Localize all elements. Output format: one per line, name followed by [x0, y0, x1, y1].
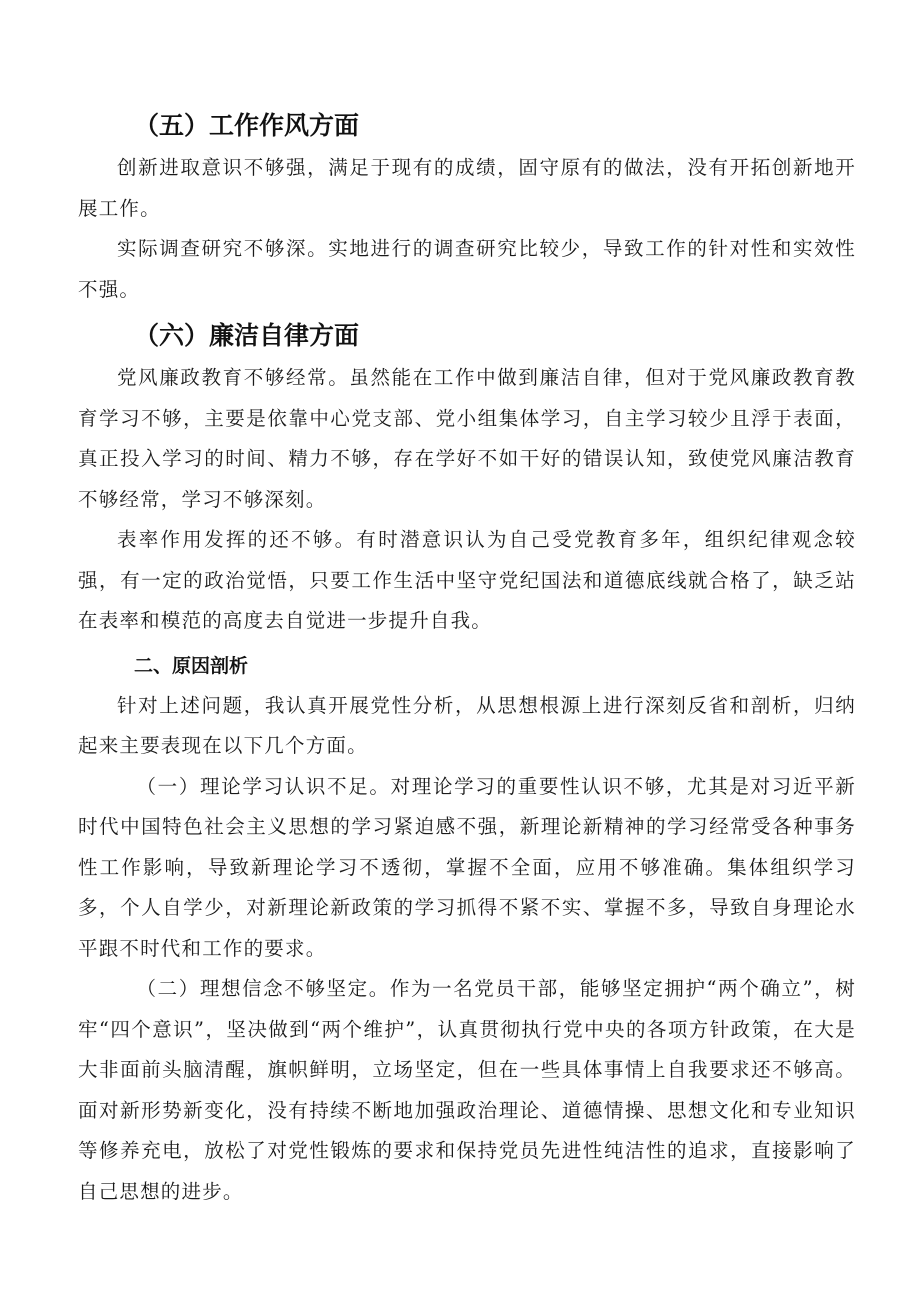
section-heading-integrity: （六）廉洁自律方面 [134, 321, 360, 350]
paragraph-innovation: 创新进取意识不够强，满足于现有的成绩，固守原有的做法，没有开拓创新地开展工作。 [78, 156, 856, 220]
paragraph-theory-study: （一）理论学习认识不足。对理论学习的重要性认识不够，尤其是对习近平新时代中国特色社会主义思想的学习紧迫感不强，新理论新精神的学习经常受各种事务性工作影响，导致新理论学习不透彻，掌握不全面，应用不够准确。集体组织学习多，个人自学少，对新理论新政策的学习抓得不紧不实、掌握不多，导致自身理论水平跟不时代和工作的要求。 [78, 774, 856, 960]
document-body [78, 100, 856, 1212]
paragraph-investigation: 实际调查研究不够深。实地进行的调查研究比较少，导致工作的针对性和实效性不强。 [78, 237, 856, 301]
section-heading-cause-analysis: 二、原因剖析 [134, 654, 249, 677]
paragraph-analysis-intro: 针对上述问题，我认真开展党性分析，从思想根源上进行深刻反省和剖析，归纳起来主要表现在以下几个方面。 [78, 693, 856, 757]
paragraph-integrity-education: 党风廉政教育不够经常。虽然能在工作中做到廉洁自律，但对于党风廉政教育教育学习不够，主要是依靠中心党支部、党小组集体学习，自主学习较少且浮于表面，真正投入学习的时间、精力不够，存在学好不如干好的错误认知，致使党风廉洁教育不够经常，学习不够深刻。 [78, 366, 856, 511]
paragraph-exemplary-role: 表率作用发挥的还不够。有时潜意识认为自己受党教育多年，组织纪律观念较强，有一定的政治觉悟，只要工作生活中坚守党纪国法和道德底线就合格了，缺乏站在表率和模范的高度去自觉进一步提升自我。 [78, 528, 856, 632]
section-heading-work-style: （五）工作作风方面 [134, 111, 360, 140]
paragraph-ideals-beliefs: （二）理想信念不够坚定。作为一名党员干部，能够坚定拥护“两个确立”，树牢“四个意识”，坚决做到“两个维护”，认真贯彻执行党中央的各项方针政策，在大是大非面前头脑清醒，旗帜鲜明，立场坚定，但在一些具体事情上自我要求还不够高。面对新形势新变化，没有持续不断地加强政治理论、道德情操、思想文化和专业知识等修养充电，放松了对党性锻炼的要求和保持党员先进性纯洁性的追求，直接影响了自己思想的进步。 [78, 977, 856, 1203]
